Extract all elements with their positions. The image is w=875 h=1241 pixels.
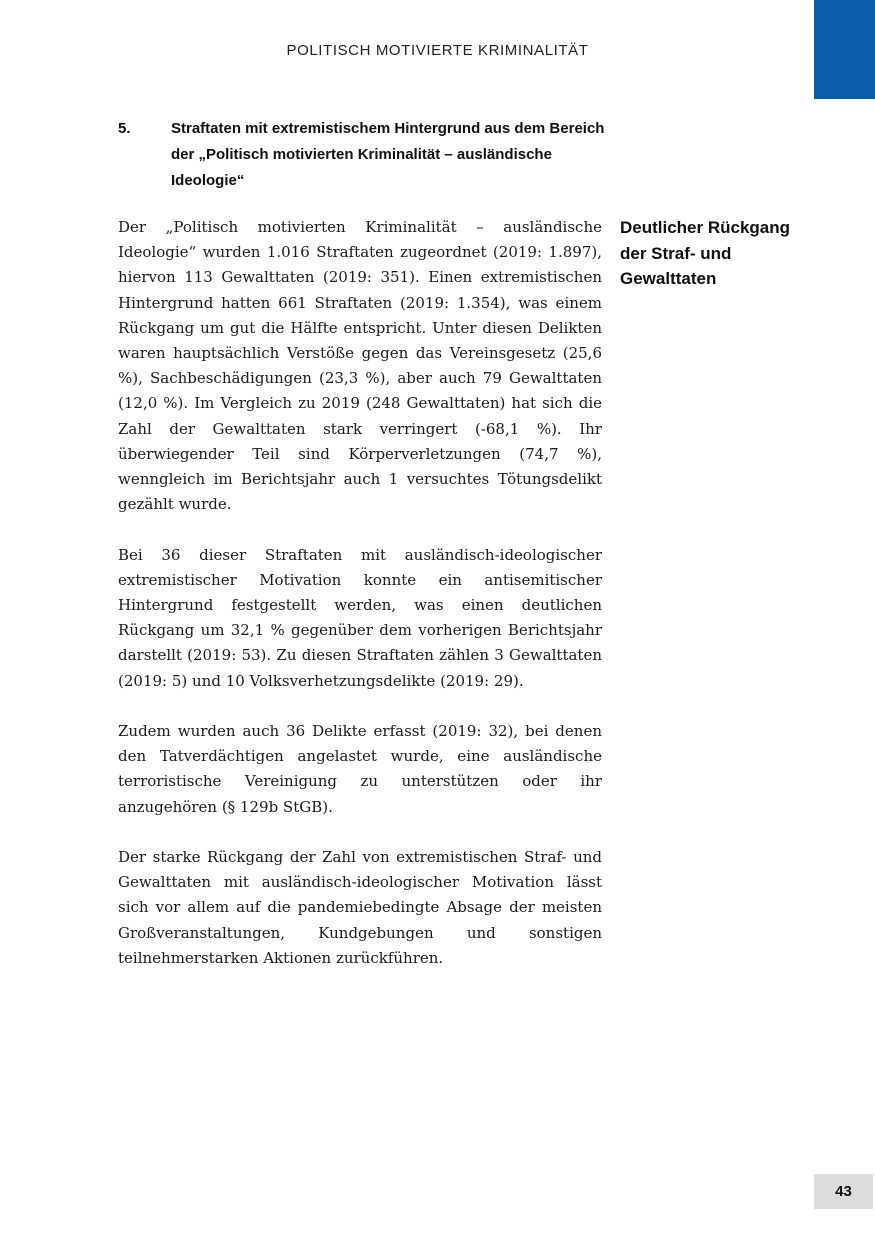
section-heading <box>118 116 608 194</box>
margin-note: Deutlicher Rückgang der Straf- und Gewalttaten <box>620 218 791 288</box>
paragraph: Der „Politisch motivierten Kriminalität – ausländische Ideologie“ wurden 1.016 Straftaten zugeordnet (2019: 1.897), hiervon 113 Gewalttaten (2019: 351). Einen extremistischen Hintergrund hatten 661 Straftaten (2019: 1.354), was einem Rückgang um gut die Hälfte entspricht. Unter diesen Delikten waren hauptsächlich Verstöße gegen das Vereinsgesetz (25,6 %), Sachbeschädigungen (23,3 %), aber auch 79 Gewalttaten (12,0 %). Im Vergleich zu 2019 (248 Gewalttaten) hat sich die Zahl der Gewalttaten stark verringert (-68,1 %). Ihr überwiegender Teil sind Körperverletzungen (74,7 %), wenngleich im Berichtsjahr auch 1 versuchtes Tötungsdelikt gezählt wurde. <box>118 218 602 514</box>
paragraph: Bei 36 dieser Straftaten mit ausländisch-ideologischer extremistischer Motivation konnte ein antisemitischer Hintergrund festgestellt werden, was einen deutlichen Rückgang um 32,1 % gegenüber dem vorherigen Berichtsjahr darstellt (2019: 53). Zu diesen Straftaten zählen 3 Gewalttaten (2019: 5) und 10 Volksverhetzungsdelikte (2019: 29). <box>118 545 602 690</box>
body-text <box>118 215 602 996</box>
paragraph: Der starke Rückgang der Zahl von extremistischen Straf- und Gewalttaten mit ausländisch-ideologischer Motivation lässt sich vor allem auf die pandemiebedingte Absage der meisten Großveranstaltungen, Kundgebungen und sonstigen teilnehmerstarken Aktionen zurückführen. <box>118 848 602 967</box>
paragraph: Zudem wurden auch 36 Delikte erfasst (2019: 32), bei denen den Tatverdächtigen angelastet wurde, eine ausländische terroristische Vereinigung zu unterstützen oder ihr anzugehören (§ 129b StGB). <box>118 722 602 816</box>
running-header: POLITISCH MOTIVIERTE KRIMINALITÄT <box>286 42 589 59</box>
section-number: 5. <box>118 120 131 137</box>
section-title: Straftaten mit extremistischem Hintergrund aus dem Bereich der „Politisch motivierten Kriminalität – ausländische Ideologie“ <box>171 120 605 189</box>
page-number: 43 <box>814 1174 873 1209</box>
